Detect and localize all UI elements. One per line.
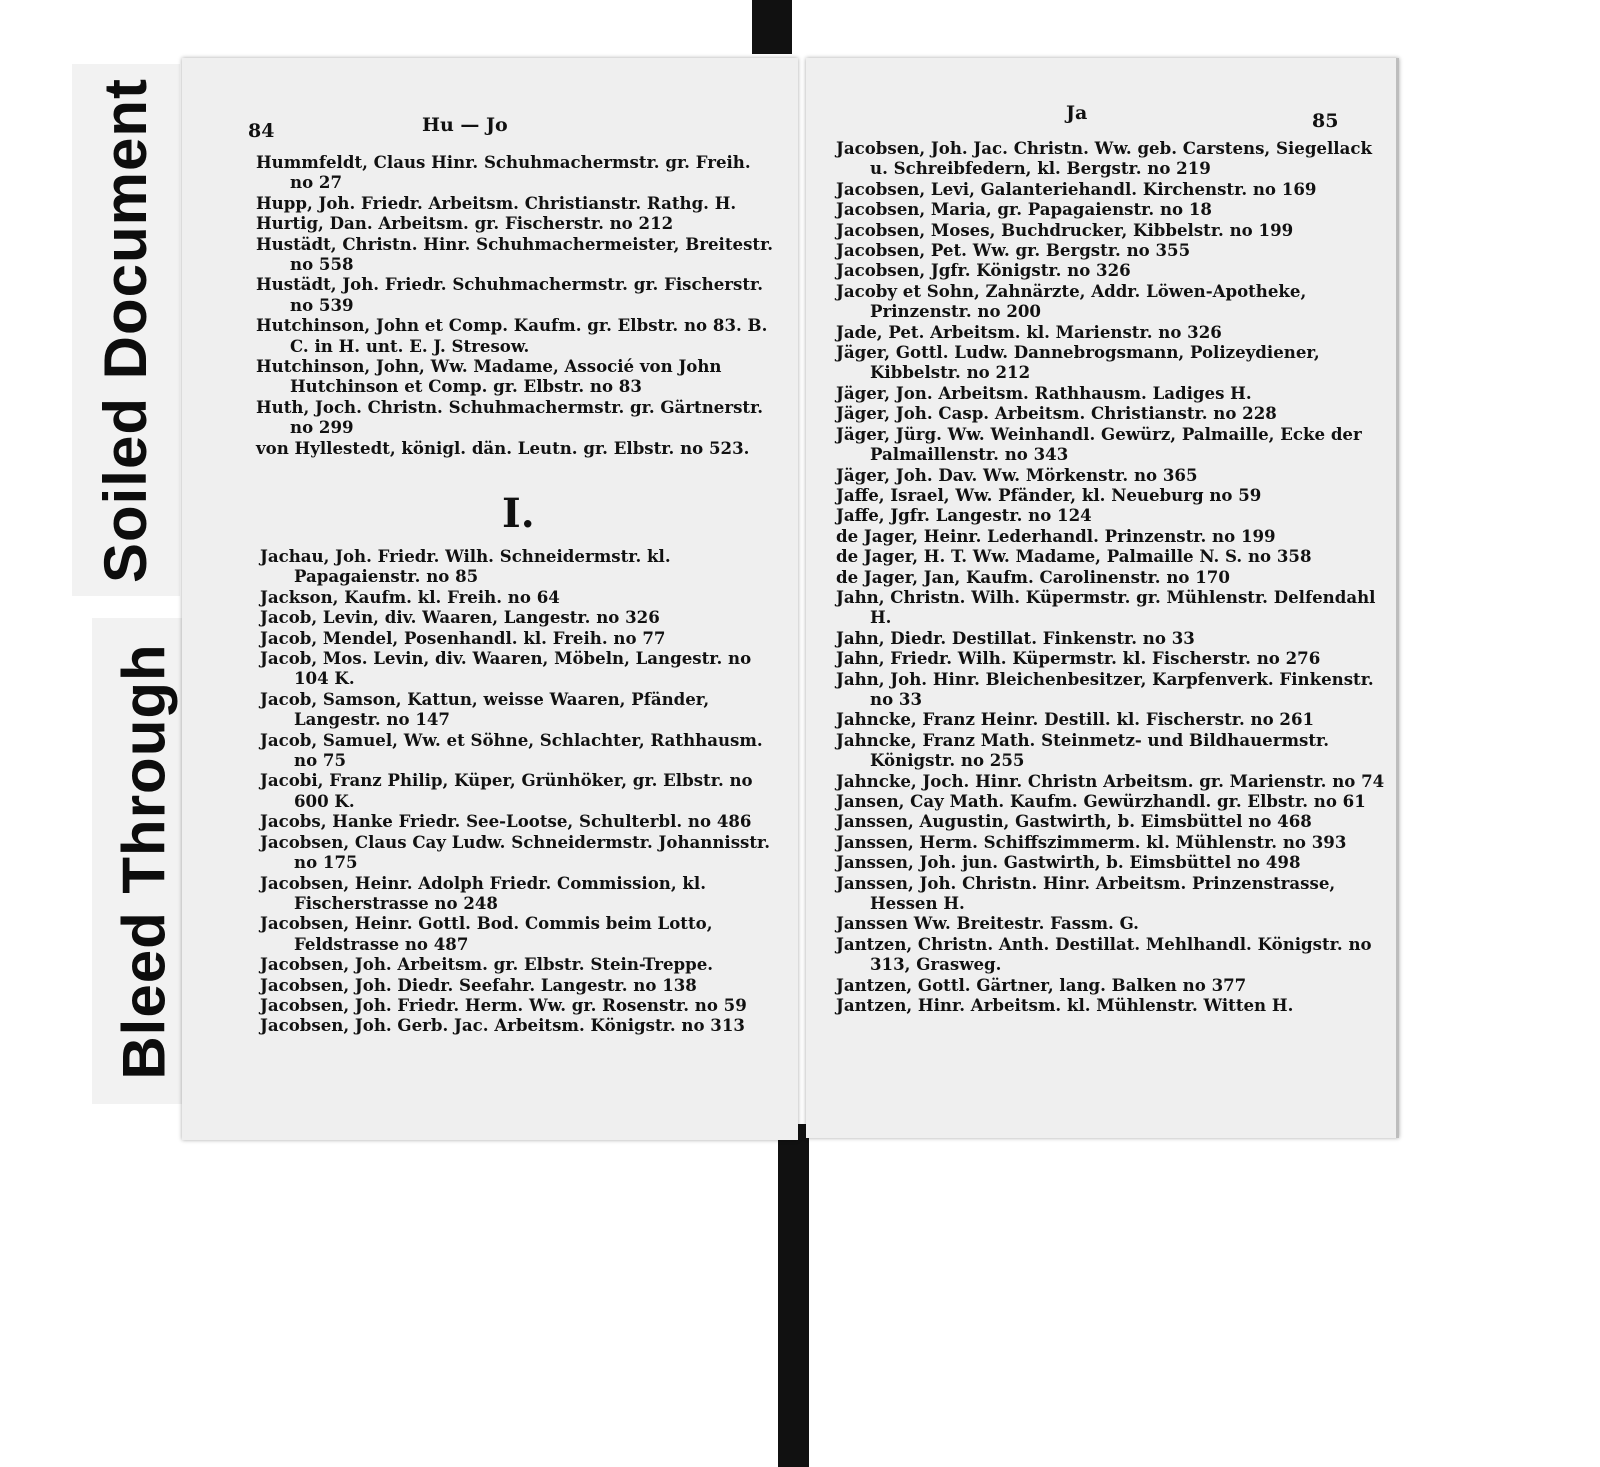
- directory-entry: Hustädt, Christn. Hinr. Schuhmachermeister, Breitestr. no 558: [256, 233, 774, 275]
- right-page: [806, 58, 1399, 1138]
- directory-entry: Jacob, Mos. Levin, div. Waaren, Möbeln, Langestr. no 104 K.: [260, 648, 752, 689]
- directory-entry: Janssen, Herm. Schiffszimmerm. kl. Mühlenstr. no 393: [836, 831, 1347, 852]
- left-entries-before: [256, 152, 776, 458]
- directory-entry: Jachau, Joh. Friedr. Wilh. Schneidermstr. kl. Papagaienstr. no 85: [260, 546, 671, 587]
- directory-entry: Janssen, Joh. jun. Gastwirth, b. Eimsbüttel no 498: [836, 852, 1301, 873]
- directory-entry: Janssen, Joh. Christn. Hinr. Arbeitsm. Prinzenstrasse, Hessen H.: [836, 872, 1336, 914]
- directory-entry: Janssen, Augustin, Gastwirth, b. Eimsbüttel no 468: [836, 811, 1312, 832]
- section-letter: I.: [502, 490, 535, 537]
- directory-entry: Jäger, Jon. Arbeitsm. Rathhausm. Ladiges H.: [836, 382, 1252, 403]
- directory-entry: Jacobsen, Maria, gr. Papagaienstr. no 18: [836, 199, 1212, 220]
- directory-entry: Jacobsen, Jgfr. Königstr. no 326: [836, 260, 1131, 281]
- directory-entry: de Jager, H. T. Ww. Madame, Palmaille N. S. no 358: [836, 546, 1312, 567]
- right-entries: [836, 138, 1388, 1015]
- soiled-document-label: Soiled Document: [92, 77, 160, 583]
- left-entries-after: [260, 546, 780, 1036]
- directory-entry: Jacobsen, Heinr. Adolph Friedr. Commission, kl. Fischerstrasse no 248: [260, 872, 706, 913]
- directory-entry: Jahn, Joh. Hinr. Bleichenbesitzer, Karpfenverk. Finkenstr. no 33: [836, 668, 1374, 709]
- directory-entry: Jahncke, Franz Math. Steinmetz- und Bildhauermstr. Königstr. no 255: [836, 729, 1330, 771]
- bleed-through-label: Bleed Through: [110, 642, 178, 1080]
- directory-entry: Jantzen, Hinr. Arbeitsm. kl. Mühlenstr. Witten H.: [836, 995, 1294, 1016]
- directory-entry: Jahn, Christn. Wilh. Küpermstr. gr. Mühlenstr. Delfendahl H.: [836, 586, 1376, 628]
- directory-entry: Jäger, Gottl. Ludw. Dannebrogsmann, Polizeydiener, Kibbelstr. no 212: [836, 342, 1320, 383]
- directory-entry: Jacobs, Hanke Friedr. See-Lootse, Schulterbl. no 486: [260, 811, 752, 832]
- directory-entry: Jacobsen, Joh. Arbeitsm. gr. Elbstr. Stein-Treppe.: [260, 954, 714, 975]
- directory-entry: von Hyllestedt, königl. dän. Leutn. gr. Elbstr. no 523.: [256, 437, 750, 458]
- book-binding-bottom: [778, 1124, 809, 1467]
- directory-entry: Hutchinson, John et Comp. Kaufm. gr. Elbstr. no 83. B. C. in H. unt. E. J. Stresow.: [256, 315, 768, 356]
- directory-entry: Jahn, Diedr. Destillat. Finkenstr. no 33: [836, 627, 1195, 648]
- directory-entry: Jacobsen, Pet. Ww. gr. Bergstr. no 355: [836, 240, 1191, 261]
- directory-entry: de Jager, Jan, Kaufm. Carolinenstr. no 170: [836, 566, 1230, 587]
- directory-entry: Jacobsen, Joh. Diedr. Seefahr. Langestr. no 138: [260, 974, 697, 995]
- directory-entry: Jahncke, Franz Heinr. Destill. kl. Fischerstr. no 261: [836, 709, 1315, 730]
- directory-entry: Jacobsen, Claus Cay Ludw. Schneidermstr. Johannisstr. no 175: [260, 831, 771, 873]
- directory-entry: Huth, Joch. Christn. Schuhmachermstr. gr. Gärtnerstr. no 299: [256, 396, 764, 438]
- directory-entry: Hutchinson, John, Ww. Madame, Associé von John Hutchinson et Comp. gr. Elbstr. no 83: [256, 356, 722, 397]
- directory-entry: Jaffe, Israel, Ww. Pfänder, kl. Neueburg no 59: [836, 484, 1262, 505]
- right-running-head: Ja: [1066, 102, 1088, 124]
- directory-entry: Jacobsen, Moses, Buchdrucker, Kibbelstr. no 199: [836, 219, 1294, 240]
- directory-entry: Jansen, Cay Math. Kaufm. Gewürzhandl. gr. Elbstr. no 61: [836, 791, 1366, 811]
- directory-entry: Jaffe, Jgfr. Langestr. no 124: [836, 505, 1092, 526]
- directory-entry: Jackson, Kaufm. kl. Freih. no 64: [260, 586, 560, 607]
- directory-entry: Jacob, Mendel, Posenhandl. kl. Freih. no 77: [260, 627, 666, 648]
- directory-entry: Jacob, Samson, Kattun, weisse Waaren, Pfänder, Langestr. no 147: [260, 688, 710, 730]
- directory-entry: Hummfeldt, Claus Hinr. Schuhmachermstr. gr. Freih. no 27: [256, 152, 751, 193]
- directory-entry: Jacobi, Franz Philip, Küper, Grünhöker, gr. Elbstr. no 600 K.: [260, 770, 753, 811]
- directory-entry: Jäger, Joh. Casp. Arbeitsm. Christianstr. no 228: [836, 403, 1277, 424]
- directory-entry: Jacobsen, Heinr. Gottl. Bod. Commis beim Lotto, Feldstrasse no 487: [260, 913, 713, 954]
- directory-entry: Hupp, Joh. Friedr. Arbeitsm. Christianstr. Rathg. H.: [256, 192, 737, 213]
- directory-entry: Jacobsen, Joh. Jac. Christn. Ww. geb. Carstens, Siegellack u. Schreibfedern, kl. Bergstr. no 219: [836, 138, 1372, 179]
- directory-entry: Jacobsen, Joh. Gerb. Jac. Arbeitsm. Königstr. no 313: [260, 1015, 745, 1036]
- directory-entry: Janssen Ww. Breitestr. Fassm. G.: [836, 913, 1139, 934]
- directory-entry: Jantzen, Christn. Anth. Destillat. Mehlhandl. Königstr. no 313, Grasweg.: [836, 933, 1372, 975]
- directory-entry: Jäger, Joh. Dav. Ww. Mörkenstr. no 365: [836, 464, 1198, 485]
- soiled-document-stamp: [72, 64, 180, 596]
- left-running-head: Hu — Jo: [422, 114, 508, 136]
- book-binding-top: [752, 0, 792, 54]
- directory-entry: Jacobsen, Joh. Friedr. Herm. Ww. gr. Rosenstr. no 59: [260, 994, 747, 1015]
- right-page-number: 85: [1312, 110, 1339, 132]
- directory-entry: Jade, Pet. Arbeitsm. kl. Marienstr. no 326: [836, 321, 1222, 342]
- bleed-through-stamp: [92, 618, 196, 1104]
- directory-entry: Jantzen, Gottl. Gärtner, lang. Balken no 377: [836, 974, 1247, 995]
- directory-entry: Jacob, Samuel, Ww. et Söhne, Schlachter, Rathhausm. no 75: [260, 729, 763, 771]
- directory-entry: Jahncke, Joch. Hinr. Christn Arbeitsm. gr. Marienstr. no 74: [836, 770, 1385, 791]
- directory-entry: Jacob, Levin, div. Waaren, Langestr. no 326: [260, 607, 660, 628]
- left-page: [182, 58, 798, 1140]
- left-page-number: 84: [248, 120, 275, 142]
- directory-entry: Hurtig, Dan. Arbeitsm. gr. Fischerstr. no 212: [256, 213, 674, 234]
- directory-entry: Jäger, Jürg. Ww. Weinhandl. Gewürz, Palmaille, Ecke der Palmaillenstr. no 343: [836, 423, 1362, 465]
- directory-entry: Hustädt, Joh. Friedr. Schuhmachermstr. gr. Fischerstr. no 539: [256, 274, 763, 315]
- directory-entry: de Jager, Heinr. Lederhandl. Prinzenstr. no 199: [836, 525, 1276, 546]
- directory-entry: Jahn, Friedr. Wilh. Küpermstr. kl. Fischerstr. no 276: [836, 648, 1321, 669]
- directory-entry: Jacoby et Sohn, Zahnärzte, Addr. Löwen-Apotheke, Prinzenstr. no 200: [836, 280, 1307, 322]
- directory-entry: Jacobsen, Levi, Galanteriehandl. Kirchenstr. no 169: [836, 178, 1317, 199]
